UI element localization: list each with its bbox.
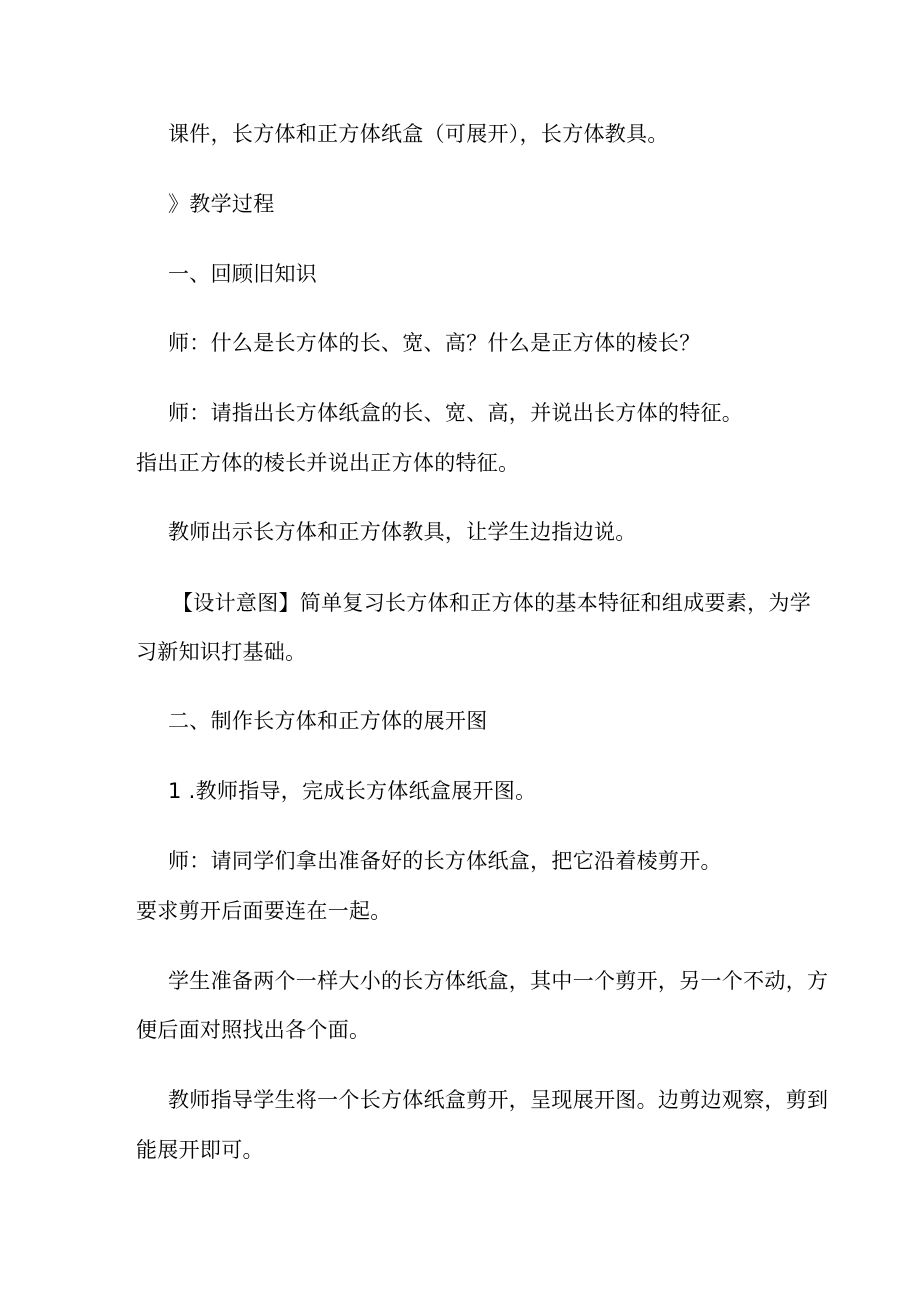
design-intent-1-continued: 习新知识打基础。 — [136, 640, 307, 664]
design-intent-1: 【设计意图】简单复习长方体和正方体的基本特征和组成要素，为学 — [172, 591, 811, 615]
students-prepare-boxes-continued: 便后面对照找出各个面。 — [136, 1018, 371, 1042]
students-prepare-boxes: 学生准备两个一样大小的长方体纸盒，其中一个剪开，另一个不动，方 — [168, 969, 829, 993]
teacher-shows-models: 教师出示长方体和正方体教具，让学生边指边说。 — [168, 520, 637, 544]
teacher-instruction-cut: 师：请同学们拿出准备好的长方体纸盒，把它沿着棱剪开。 — [168, 849, 722, 873]
teacher-instruction-cut-continued: 要求剪开后面要连在一起。 — [136, 899, 392, 923]
teacher-guides-cutting: 教师指导学生将一个长方体纸盒剪开，呈现展开图。边剪边观察，剪到 — [168, 1088, 829, 1112]
teacher-question-2: 师：请指出长方体纸盒的长、宽、高，并说出长方体的特征。 — [168, 401, 744, 425]
teacher-guides-cutting-continued: 能展开即可。 — [136, 1138, 264, 1162]
section-teaching-process: 》教学过程 — [168, 192, 275, 216]
heading-review-knowledge: 一、回顾旧知识 — [168, 262, 318, 286]
step-1-teacher-guidance: 1 .教师指导，完成长方体纸盒展开图。 — [168, 779, 537, 803]
teacher-question-1: 师：什么是长方体的长、宽、高？什么是正方体的棱长？ — [168, 331, 701, 355]
teacher-question-2-continued: 指出正方体的棱长并说出正方体的特征。 — [136, 451, 520, 475]
materials-line: 课件，长方体和正方体纸盒（可展开），长方体教具。 — [168, 122, 669, 146]
heading-make-nets: 二、制作长方体和正方体的展开图 — [168, 709, 488, 733]
